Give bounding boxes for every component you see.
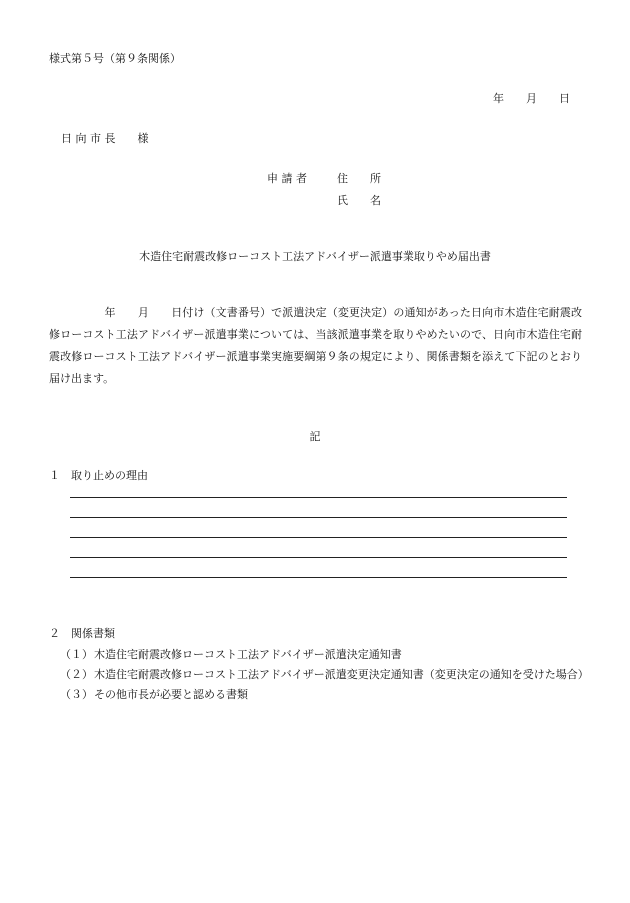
- list-item-number: （１）: [60, 648, 93, 661]
- related-documents-list: [60, 645, 590, 705]
- list-item: [60, 645, 590, 665]
- reason-line-4: [70, 557, 567, 558]
- body-paragraph: [49, 302, 582, 390]
- applicant-label: 申 請 者: [267, 172, 307, 185]
- addressee: 日 向 市 長 様: [61, 132, 149, 145]
- applicant-address-row: [267, 168, 381, 190]
- reason-line-2: [70, 517, 567, 518]
- ki-heading: 記: [309, 430, 321, 443]
- list-item-number: （３）: [60, 688, 93, 701]
- list-item-text: 木造住宅耐震改修ローコスト工法アドバイザー派遣決定通知書: [94, 648, 402, 661]
- applicant-name-row: [267, 190, 381, 212]
- list-item-text: その他市長が必要と認める書類: [94, 688, 248, 701]
- form-number: 様式第５号（第９条関係）: [49, 52, 181, 65]
- applicant-block: [267, 168, 381, 212]
- list-item-number: （２）: [60, 668, 93, 681]
- section1-heading: １ 取り止めの理由: [49, 469, 148, 482]
- body-text: 年 月 日付け（文書番号）で派遣決定（変更決定）の通知があった日向市木造住宅耐震改修ローコスト工法アドバイザー派遣事業については、当該派遣事業を取りやめたいので、日向市木造住宅耐震改修ローコスト工法アドバイザー派遣事業実施要綱第９条の規定により、関係書類を添えて下記のとおり届け出ます。: [49, 306, 582, 385]
- reason-line-3: [70, 537, 567, 538]
- section2-heading: ２ 関係書類: [49, 627, 115, 640]
- date-line: 年 月 日: [493, 92, 570, 105]
- reason-line-1: [70, 497, 567, 498]
- list-item-text: 木造住宅耐震改修ローコスト工法アドバイザー派遣変更決定通知書（変更決定の通知を受けた場合）: [94, 668, 589, 681]
- address-label: 住 所: [337, 172, 381, 185]
- name-label: 氏 名: [337, 194, 381, 207]
- list-item: [60, 685, 590, 705]
- reason-line-5: [70, 577, 567, 578]
- list-item: [60, 665, 590, 685]
- document-title: 木造住宅耐震改修ローコスト工法アドバイザー派遣事業取りやめ届出書: [139, 250, 491, 263]
